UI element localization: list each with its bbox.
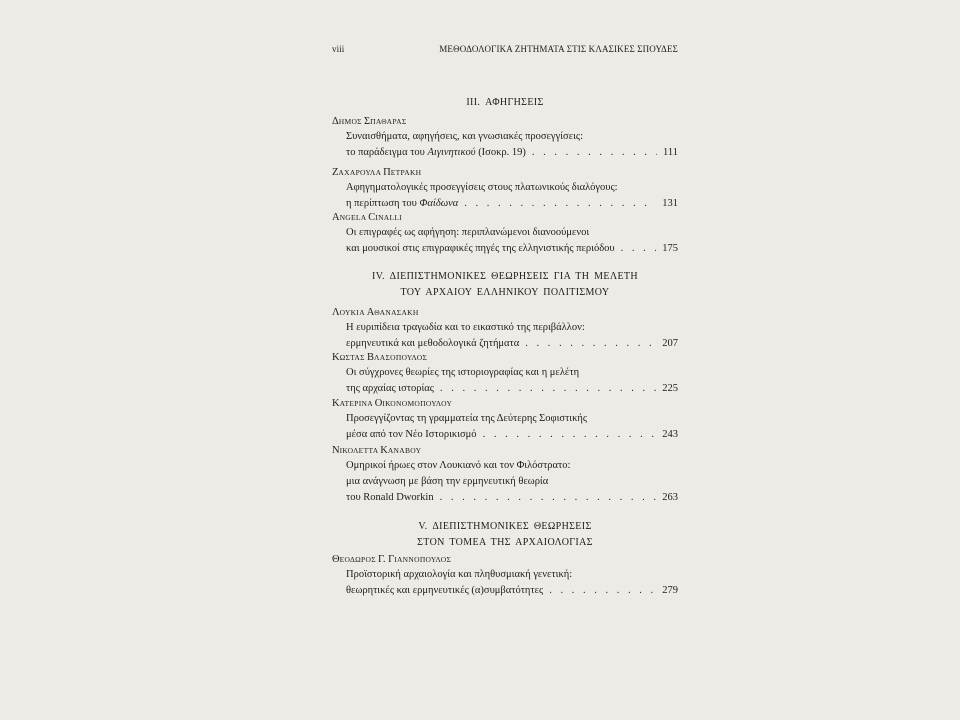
toc-entry (332, 210, 678, 257)
section-title-iii (332, 95, 678, 111)
entry-author: ΛΟΥΚΙΑ ΑΘΑΝΑΣΑΚΗ (332, 307, 419, 318)
toc-entry (332, 165, 678, 212)
dot-leader (483, 427, 657, 443)
section-title-line: IV. ΔΙΕΠΙΣΤΗΜΟΝΙΚΕΣ ΘΕΩΡΗΣΕΙΣ ΓΙΑ ΤΗ ΜΕΛΕΤΗ (372, 271, 638, 282)
page-folio: viii (332, 44, 345, 54)
toc-entry (332, 114, 678, 161)
entry-title-line: μια ανάγνωση με βάση την ερμηνευτική θεωρία (346, 476, 549, 487)
toc-entry (332, 396, 678, 443)
section-title-line: ΤΟΥ ΑΡΧΑΙΟΥ ΕΛΛΗΝΙΚΟΥ ΠΟΛΙΤΙΣΜΟΥ (400, 287, 610, 298)
page-number: 225 (662, 383, 678, 394)
entry-title-last-line: του Ronald Dworkin . . . 263 (346, 490, 678, 506)
page-number: 207 (662, 338, 678, 349)
entry-title-line: Αφηγηματολογικές προσεγγίσεις στους πλατωνικούς διαλόγους: (346, 182, 618, 193)
page-number: 263 (662, 492, 678, 503)
entry-author: ΚΑΤΕΡΙΝΑ ΟΙΚΟΝΟΜΟΠΟΥΛΟΥ (332, 398, 453, 409)
entry-title-line: Προσεγγίζοντας τη γραμματεία της Δεύτερης Σοφιστικής (346, 413, 588, 424)
page-number: 175 (662, 243, 678, 254)
entry-author: ΘΕΟΔΩΡΟΣ Γ. ΓΙΑΝΝΟΠΟΥΛΟΣ (332, 554, 452, 565)
toc-entry (332, 443, 678, 506)
entry-author: ΖΑΧΑΡΟΥΛΑ ΠΕΤΡΑΚΗ (332, 167, 422, 178)
entry-title-line: Οι επιγραφές ως αφήγηση: περιπλανώμενοι διανοούμενοι (346, 227, 590, 238)
dot-leader (621, 241, 657, 257)
entry-title-last-line: και μουσικοί στις επιγραφικές πηγές της ελληνιστικής περιόδου . . . 175 (346, 241, 678, 257)
entry-title-last-line: μέσα από τον Νέο Ιστορικισμό . . . 243 (346, 427, 678, 443)
dot-leader (440, 381, 656, 397)
entry-title-line: Ομηρικοί ήρωες στον Λουκιανό και τον Φιλόστρατο: (346, 460, 571, 471)
section-title-v (332, 519, 678, 551)
entry-title-last-line: της αρχαίας ιστορίας . . . 225 (346, 381, 678, 397)
toc-entry (332, 305, 678, 352)
section-title-iv (332, 269, 678, 301)
section-title-line: V. ΔΙΕΠΙΣΤΗΜΟΝΙΚΕΣ ΘΕΩΡΗΣΕΙΣ (418, 521, 592, 532)
page-number: 131 (662, 198, 678, 209)
entry-author: ΝΙΚΟΛΕΤΤΑ ΚΑΝΑΒΟΥ (332, 445, 422, 456)
page-number: 111 (663, 147, 678, 158)
dot-leader (549, 583, 656, 599)
entry-author: ANGELA CINALLI (332, 212, 403, 223)
page-number: 243 (662, 429, 678, 440)
entry-author: ΚΩΣΤΑΣ ΒΛΑΣΟΠΟΥΛΟΣ (332, 352, 428, 363)
running-head (332, 44, 678, 58)
section-title-line: ΣΤΟΝ ΤΟΜΕΑ ΤΗΣ ΑΡΧΑΙΟΛΟΓΙΑΣ (417, 537, 593, 548)
entry-author: ΔΗΜΟΣ ΣΠΑΘΑΡΑΣ (332, 116, 407, 127)
running-head-title: ΜΕΘΟΔΟΛΟΓΙΚΑ ΖΗΤΗΜΑΤΑ ΣΤΙΣ ΚΛΑΣΙΚΕΣ ΣΠΟΥΔΕΣ (439, 44, 678, 54)
toc-entry (332, 552, 678, 599)
entry-title-line: Προϊστορική αρχαιολογία και πληθυσμιακή γενετική: (346, 569, 573, 580)
section-title-line: III. ΑΦΗΓΗΣΕΙΣ (466, 97, 544, 108)
entry-title-last-line: η περίπτωση του Φαίδωνα . . . 131 (346, 196, 678, 212)
entry-title-line: Συναισθήματα, αφηγήσεις, και γνωσιακές προσεγγίσεις: (346, 131, 584, 142)
dot-leader (532, 145, 657, 161)
entry-title-last-line: θεωρητικές και ερμηνευτικές (α)συμβατότητες . . . 279 (346, 583, 678, 599)
entry-title-line: Η ευριπίδεια τραγωδία και το εικαστικό της περιβάλλον: (346, 322, 585, 333)
page-number: 279 (662, 585, 678, 596)
entry-title-last-line: ερμηνευτικά και μεθοδολογικά ζητήματα . . . 207 (346, 336, 678, 352)
entry-title-line: Οι σύγχρονες θεωρίες της ιστοριογραφίας και η μελέτη (346, 367, 580, 378)
dot-leader (440, 490, 657, 506)
toc-entry (332, 350, 678, 397)
entry-title-last-line: το παράδειγμα του Αιγινητικού (Ισοκρ. 19) . . . 111 (346, 145, 678, 161)
